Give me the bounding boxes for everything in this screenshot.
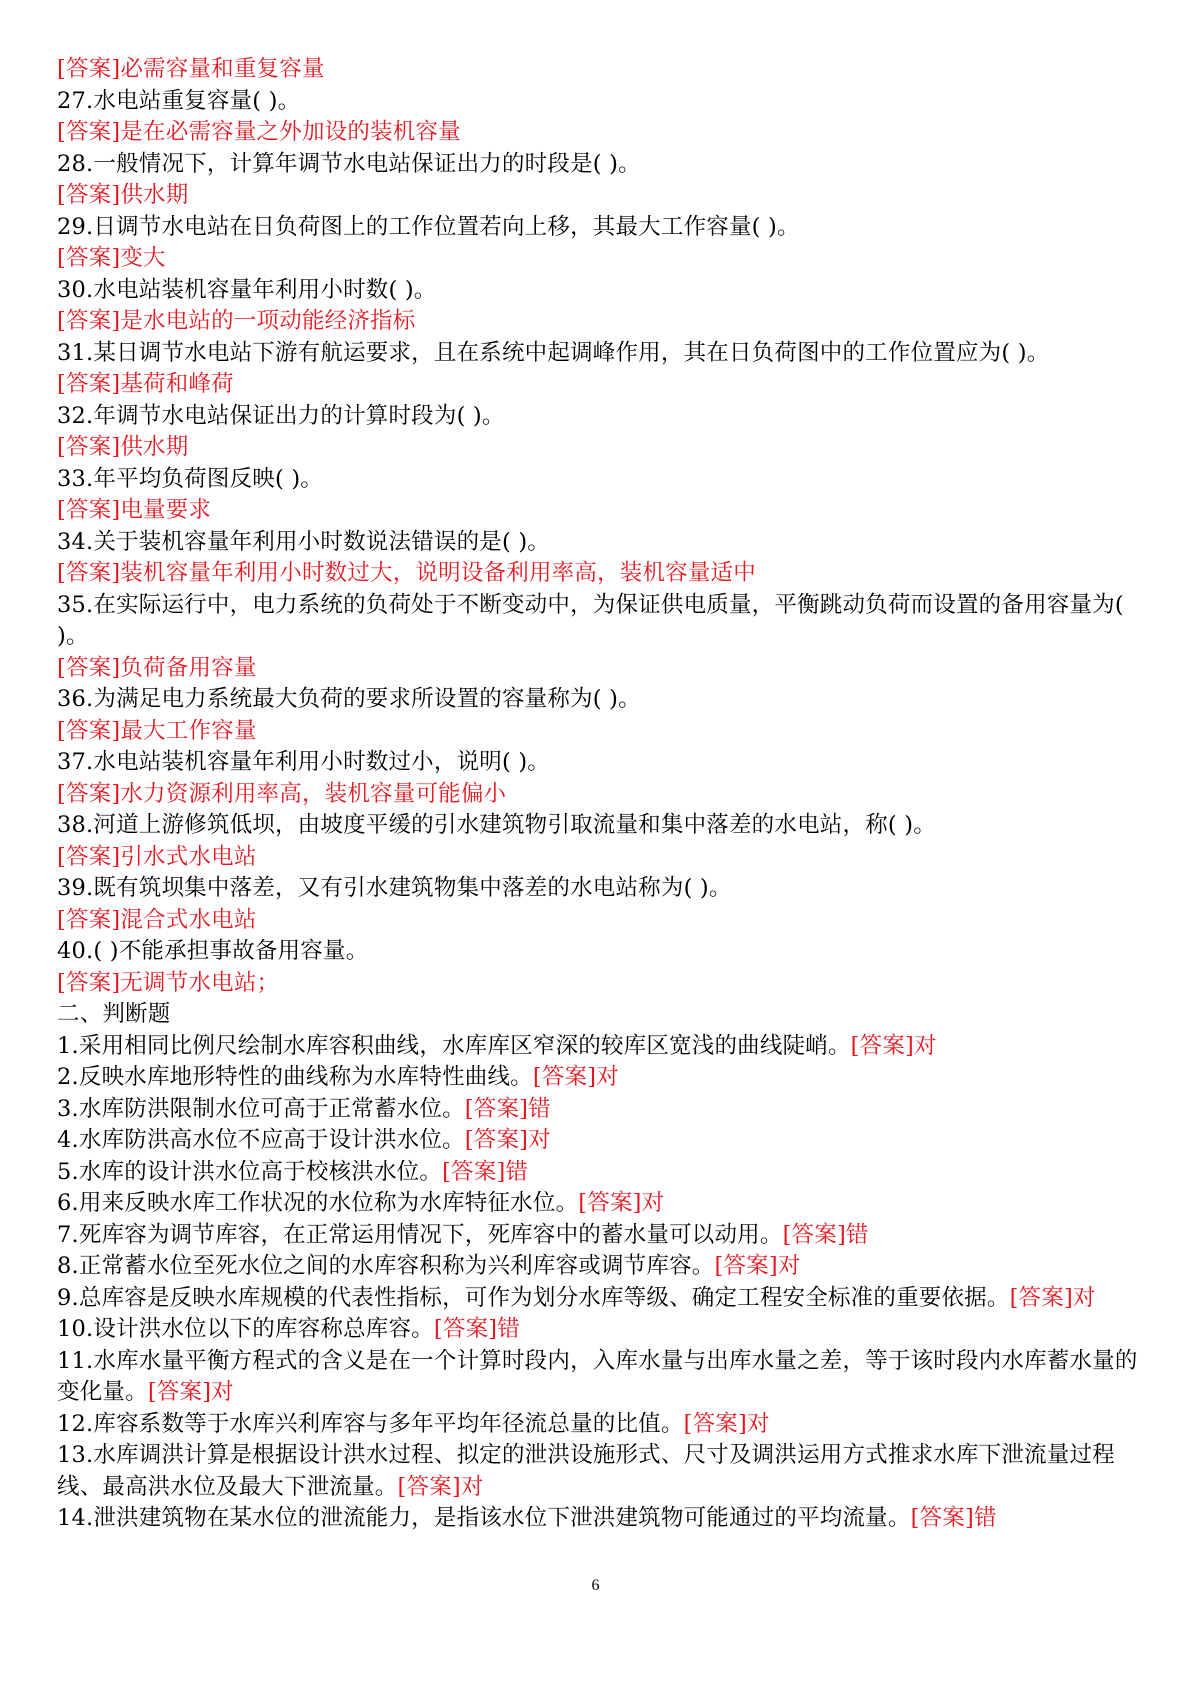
question-line: 36.为满足电力系统最大负荷的要求所设置的容量称为( )。 xyxy=(57,686,641,712)
question-line: 32.年调节水电站保证出力的计算时段为( )。 xyxy=(57,402,505,429)
question-line: 38.河道上游修筑低坝，由坡度平缓的引水建筑物引取流量和集中落差的水电站，称( )。 xyxy=(57,812,936,838)
question-line: 27.水电站重复容量( )。 xyxy=(57,87,301,114)
true-false-answer: [答案]错 xyxy=(464,1095,551,1122)
true-false-question: 13.水库调洪计算是根据设计洪水过程、拟定的泄洪设施形式、尺寸及调洪运用方式推求水库下泄流量过程线、最高洪水位及最大下泄流量。 xyxy=(57,1442,1115,1500)
true-false-question: 2.反映水库地形特性的曲线称为水库特性曲线。 xyxy=(57,1064,533,1090)
true-false-question: 7.死库容为调节库容，在正常运用情况下，死库容中的蓄水量可以动用。 xyxy=(57,1221,783,1248)
true-false-item xyxy=(57,1283,1147,1315)
document-content xyxy=(57,54,1147,1535)
question-line: 40.( )不能承担事故备用容量。 xyxy=(57,938,369,964)
true-false-question: 12.库容系数等于水库兴利库容与多年平均年径流总量的比值。 xyxy=(57,1410,684,1437)
answer-line: [答案]供水期 xyxy=(57,434,189,460)
true-false-answer: [答案]对 xyxy=(532,1064,619,1090)
question-line: 28.一般情况下，计算年调节水电站保证出力的时段是( )。 xyxy=(57,150,641,177)
true-false-question: 4.水库防洪高水位不应高于设计洪水位。 xyxy=(57,1127,465,1153)
true-false-question: 14.泄洪建筑物在某水位的泄流能力，是指该水位下泄洪建筑物可能通过的平均流量。 xyxy=(57,1505,911,1531)
answer-line: [答案]电量要求 xyxy=(57,497,212,523)
answer-line: [答案]是在必需容量之外加设的装机容量 xyxy=(57,119,461,145)
question-line: 31.某日调节水电站下游有航运要求，且在系统中起调峰作用，其在日负荷图中的工作位置应为( )。 xyxy=(57,339,1050,366)
true-false-question: 6.用来反映水库工作状况的水位称为水库特征水位。 xyxy=(57,1190,579,1216)
true-false-item xyxy=(57,1188,1147,1220)
question-line: 33.年平均负荷图反映( )。 xyxy=(57,465,323,492)
true-false-answer: [答案]错 xyxy=(910,1505,997,1531)
answer-line: [答案]供水期 xyxy=(57,182,189,208)
answer-line: [答案]引水式水电站 xyxy=(57,843,257,870)
question-line: 34.关于装机容量年利用小时数说法错误的是( )。 xyxy=(57,528,550,555)
true-false-answer: [答案]对 xyxy=(464,1127,551,1153)
true-false-answer: [答案]对 xyxy=(397,1473,484,1500)
true-false-answer: [答案]对 xyxy=(714,1253,801,1279)
answer-line: [答案]变大 xyxy=(57,245,166,271)
true-false-answer: [答案]对 xyxy=(1009,1284,1096,1311)
answer-line: [答案]无调节水电站； xyxy=(57,969,280,996)
question-line: 35.在实际运行中，电力系统的负荷处于不断变动中，为保证供电质量，平衡跳动负荷而设置的备用容量为( )。 xyxy=(57,591,1124,649)
true-false-question: 8.正常蓄水位至死水位之间的水库容积称为兴利库容或调节库容。 xyxy=(57,1253,715,1279)
answer-line: [答案]必需容量和重复容量 xyxy=(57,56,325,82)
question-line: 39.既有筑坝集中落差，又有引水建筑物集中落差的水电站称为( )。 xyxy=(57,875,732,901)
true-false-item xyxy=(57,1031,1147,1063)
true-false-item xyxy=(57,1062,1147,1094)
true-false-list xyxy=(57,1031,1147,1535)
answer-line: [答案]负荷备用容量 xyxy=(57,654,257,681)
question-line: 30.水电站装机容量年利用小时数( )。 xyxy=(57,276,437,303)
true-false-question: 5.水库的设计洪水位高于校核洪水位。 xyxy=(57,1158,443,1185)
answer-line: [答案]最大工作容量 xyxy=(57,717,257,744)
true-false-item xyxy=(57,1314,1147,1346)
true-false-question: 9.总库容是反映水库规模的代表性指标，可作为划分水库等级、确定工程安全标准的重要依据。 xyxy=(57,1284,1010,1311)
question-line: 29.日调节水电站在日负荷图上的工作位置若向上移，其最大工作容量( )。 xyxy=(57,213,800,240)
true-false-item xyxy=(57,1251,1147,1283)
true-false-item xyxy=(57,1409,1147,1441)
true-false-answer: [答案]错 xyxy=(782,1221,869,1248)
page-number: 6 xyxy=(591,1577,600,1594)
true-false-item xyxy=(57,1157,1147,1189)
true-false-question: 11.水库水量平衡方程式的含义是在一个计算时段内，入库水量与出库水量之差，等于该时段内水库蓄水量的变化量。 xyxy=(57,1347,1138,1405)
true-false-question: 1.采用相同比例尺绘制水库容积曲线，水库库区窄深的较库区宽浅的曲线陡峭。 xyxy=(57,1032,851,1059)
multiple-choice-list xyxy=(57,54,1147,999)
true-false-question: 3.水库防洪限制水位可高于正常蓄水位。 xyxy=(57,1095,465,1122)
section-title-true-false: 二、判断题 xyxy=(57,1001,171,1027)
true-false-answer: [答案]错 xyxy=(442,1158,529,1185)
answer-line: [答案]装机容量年利用小时数过大，说明设备利用率高，装机容量适中 xyxy=(57,560,756,586)
answer-line: [答案]是水电站的一项动能经济指标 xyxy=(57,308,416,334)
true-false-answer: [答案]对 xyxy=(850,1032,937,1059)
answer-line: [答案]水力资源利用率高，装机容量可能偏小 xyxy=(57,780,507,807)
answer-line: [答案]混合式水电站 xyxy=(57,906,257,933)
true-false-item xyxy=(57,1220,1147,1252)
true-false-item xyxy=(57,1346,1147,1409)
true-false-item xyxy=(57,1503,1147,1535)
answer-line: [答案]基荷和峰荷 xyxy=(57,371,234,397)
true-false-question: 10.设计洪水位以下的库容称总库容。 xyxy=(57,1316,434,1342)
true-false-answer: [答案]对 xyxy=(147,1379,234,1405)
true-false-item xyxy=(57,1440,1147,1503)
true-false-answer: [答案]对 xyxy=(683,1410,770,1437)
true-false-item xyxy=(57,1094,1147,1126)
true-false-answer: [答案]错 xyxy=(433,1316,520,1342)
true-false-answer: [答案]对 xyxy=(578,1190,665,1216)
true-false-item xyxy=(57,1125,1147,1157)
question-line: 37.水电站装机容量年利用小时数过小，说明( )。 xyxy=(57,749,550,775)
